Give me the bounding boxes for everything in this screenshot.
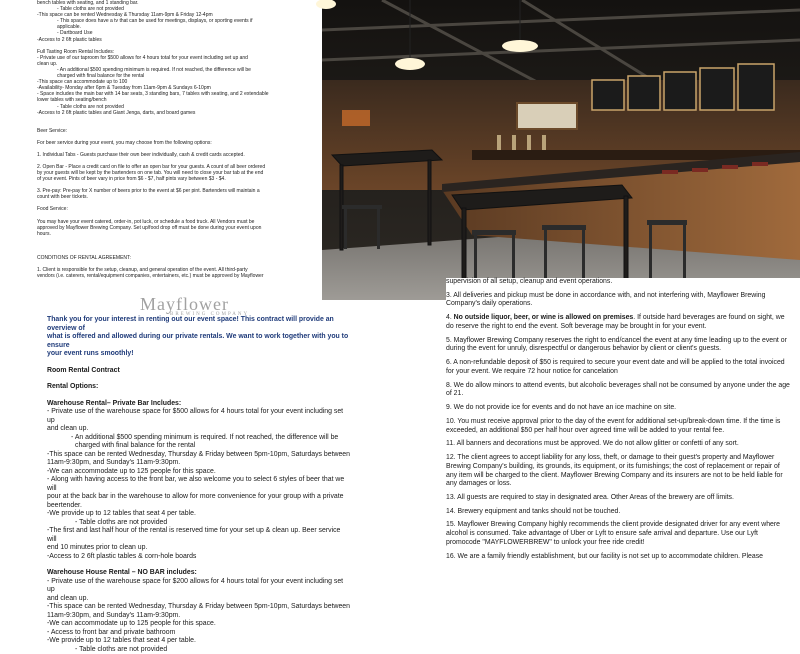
text-line: - Table cloths are not provided [47, 519, 350, 528]
text-line: -This space can be rented Wednesday, Thursday & Friday between 5pm-10pm, Saturdays between [47, 603, 350, 612]
text-line: -This space can be rented Wednesday & Thursday 11am-9pm & Friday 12-4pm [37, 12, 314, 18]
condition-item: 6. A non-refundable deposit of $50 is required to secure your event date and will be applied to the total invoiced for your event. We require 72 hour notice for cancelation [446, 359, 792, 377]
text-line: CONDITIONS OF RENTAL AGREEMENT: [37, 255, 314, 261]
text-line: - Private use of our taproom for $500 allows for 4 hours total for your event including set up and [37, 55, 314, 61]
text-line: charged with final balance for the rental [37, 73, 314, 79]
text-line: applicable. [37, 24, 314, 30]
text-line: - An additional $500 spending minimum is required. If not reached, the difference will be [37, 67, 314, 73]
text-line: -Access to 2 6ft plastic tables [37, 37, 314, 43]
logo-subtitle: BREWING COMPANY [170, 312, 249, 317]
document-page-bottom-right [446, 278, 800, 600]
condition-item: 16. We are a family friendly establishment, but our facility is not set up to accommodate children. Please [446, 553, 792, 562]
document-page-top-left [0, 0, 322, 300]
text-line: -We can accommodate up to 125 people for this space. [47, 620, 350, 629]
text-line: Room Rental Contract [47, 367, 350, 376]
spacer [47, 392, 350, 400]
text-line: - Table cloths are not provided [37, 6, 314, 12]
text-line: Beer Service: [37, 128, 314, 134]
condition-item: 13. All guests are required to stay in designated area. Other Areas of the brewery are off limits. [446, 494, 792, 503]
spacer [47, 561, 350, 569]
text-line: -We provide up to 12 tables that seat 4 per table. [47, 510, 350, 519]
conditions-list [446, 278, 800, 562]
text-line: - This space does have a tv that can be used for meetings, displays, or sporting events if [37, 18, 314, 24]
text-line: and clean up. [47, 425, 350, 434]
text-line: -The first and last half hour of the rental is reserved time for your set up & clean up. Beer service will [47, 527, 350, 544]
text-line: Full Tasting Room Rental Includes: [37, 49, 314, 55]
text-line: 3. Pre-pay: Pre-pay for X number of beers prior to the event at $6 per pint. Bartenders will maintain a [37, 188, 314, 194]
text-line: 1. Individual Tabs - Guests purchase their own beer individually, cash & credit cards accepted. [37, 152, 314, 158]
text-line: of your event. Pints of beer vary in price from $6 - $7, half pints vary between $3 - $4. [37, 176, 314, 182]
text-line: what is offered and allowed during our private rentals. We want to work together with you to ensure [47, 333, 350, 350]
text-line: Thank you for your interest in renting out our event space! This contract will provide an overview of [47, 316, 350, 333]
text-line: 11am-9:30pm, and Sunday's 11am-9:30pm. [47, 612, 350, 621]
taproom-illustration [322, 0, 800, 300]
text-line: clean up. [37, 61, 314, 67]
text-line: end 10 minutes prior to clean up. [47, 544, 350, 553]
text-line: Rental Options: [47, 383, 350, 392]
condition-item: 11. All banners and decorations must be approved. We do not allow glitter or confetti of any sort. [446, 440, 792, 449]
text-line: - Access to front bar and private bathroom [47, 629, 350, 638]
text-line: Warehouse House Rental – NO BAR includes: [47, 569, 350, 578]
text-line: 11am-9:30pm, and Sunday's 11am-9:30pm. [47, 459, 350, 468]
text-line: - Dartboard Use [37, 30, 314, 36]
document-text-block [0, 0, 322, 279]
text-line: -Availability- Monday after 6pm & Tuesday from 11am-9pm & Sundays 6-10pm [37, 85, 314, 91]
logo-text: Mayflower [140, 294, 229, 314]
text-line: and clean up. [47, 595, 350, 604]
text-line: charged with final balance for the rental [47, 442, 350, 451]
condition-item: 14. Brewery equipment and tanks should not be touched. [446, 508, 792, 517]
condition-item: 15. Mayflower Brewing Company highly recommends the client provide designated driver for any event where alcohol is consumed. Take advantage of Uber or Lyft to ensure safe arrival and departure. Use our Lyft promocode "MAYFLOWERBREW" to unlock your free ride credit! [446, 521, 792, 547]
text-line: -Access to 2 6ft plastic tables and Giant Jenga, darts, and board games [37, 110, 314, 116]
spacer [47, 375, 350, 383]
text-line: - An additional $500 spending minimum is required. If not reached, the difference will be [47, 434, 350, 443]
text-line: lower tables with seating/bench [37, 97, 314, 103]
condition-item: 5. Mayflower Brewing Company reserves the right to end/cancel the event at any time leading up to the event or during the event for unruly, disrespectful or dangerous behavior by client or client's guests. [446, 337, 792, 355]
text-line: You may have your event catered, order-in, pot luck, or schedule a food truck. All Vendors must be [37, 219, 314, 225]
text-line: pour at the back bar in the warehouse to allow for more convenience for your group with a private [47, 493, 350, 502]
text-line: by your guests will be kept by the bartenders on one tab. You will need to close your bar tab at the end [37, 170, 314, 176]
condition-item: 8. We do allow minors to attend events, but alcoholic beverages shall not be consumed by anyone under the age of 21. [446, 382, 792, 400]
text-line: 2. Open Bar - Place a credit card on file to offer an open bar for your guests. A count of all beer ordered [37, 164, 314, 170]
text-line: - Private use of the warehouse space for $200 allows for 4 hours total for your event including set up [47, 578, 350, 595]
condition-item: 9. We do not provide ice for events and do not have an ice machine on site. [446, 404, 792, 413]
text-line: -This space can be rented Wednesday, Thursday & Friday between 5pm-10pm, Saturdays between [47, 451, 350, 460]
text-line: count with beer tickets. [37, 194, 314, 200]
text-line: - Table cloths are not provided [47, 646, 350, 654]
condition-item: 3. All deliveries and pickup must be done in accordance with, and not interfering with, Mayflower Brewing Company's daily operations. [446, 292, 792, 310]
text-line: beertender. [47, 502, 350, 511]
condition-item: 4. No outside liquor, beer, or wine is allowed on premises. If outside hard beverages are found on sight, we do reserve the right to end the event. Soft beverage may be brought in for your event. [446, 314, 792, 332]
brewery-logo [140, 294, 249, 317]
document-page-bottom-left [0, 300, 356, 600]
text-line: approved by Mayflower Brewing Company. Set up/food drop off must be done during your event upon [37, 225, 314, 231]
text-line: your event runs smoothly! [47, 350, 350, 359]
text-line: - Private use of the warehouse space for $500 allows for 4 hours total for your event including set up [47, 408, 350, 425]
text-line: For beer service during your event, you may choose from the following options: [37, 140, 314, 146]
text-line: hours. [37, 231, 314, 237]
text-line: bench tables with seating, and 1 standing bar. [37, 0, 314, 6]
text-line: 1. Client is responsible for the setup, cleanup, and general operation of the event. All third-party [37, 267, 314, 273]
text-line: -This space can accommodate up to 100 [37, 79, 314, 85]
taproom-photo [322, 0, 800, 300]
text-line: -We can accommodate up to 125 people for this space. [47, 468, 350, 477]
text-line: Food Service: [37, 206, 314, 212]
text-line: -Access to 2 6ft plastic tables & corn-hole boards [47, 553, 350, 562]
spacer [47, 359, 350, 367]
condition-item: supervision of all setup, cleanup and event operations. [446, 278, 792, 287]
contract-intro-block [0, 300, 356, 654]
condition-item: 10. You must receive approval prior to the day of the event for additional set-up/break-down time. If the time is exceeded, an additional $50 per half hour over agreed time will be added to your rental fee. [446, 418, 792, 436]
text-line: -We provide up to 12 tables that seat 4 per table. [47, 637, 350, 646]
text-line: - Along with having access to the front bar, we also welcome you to select 6 styles of beer that we will [47, 476, 350, 493]
text-line: Warehouse Rental– Private Bar Includes: [47, 400, 350, 409]
text-line: vendors (i.e. caterers, rental/equipment companies, entertainers, etc.) must be approved by Mayflower [37, 273, 314, 279]
text-line: - Table cloths are not provided [37, 104, 314, 110]
text-line: - Space includes the main bar with 14 bar seats, 3 standing bars, 7 tables with seating, and 2 extendable [37, 91, 314, 97]
condition-item: 12. The client agrees to accept liability for any loss, theft, or damage to their guest's property and Mayflower Brewing Company's building, its grounds, its equipment, or its furnishings; the cost of replacement or repair of any item will be charged to the client. Mayflower Brewing Company and its insurers are not to be held liable for any damages or loss. [446, 454, 792, 489]
